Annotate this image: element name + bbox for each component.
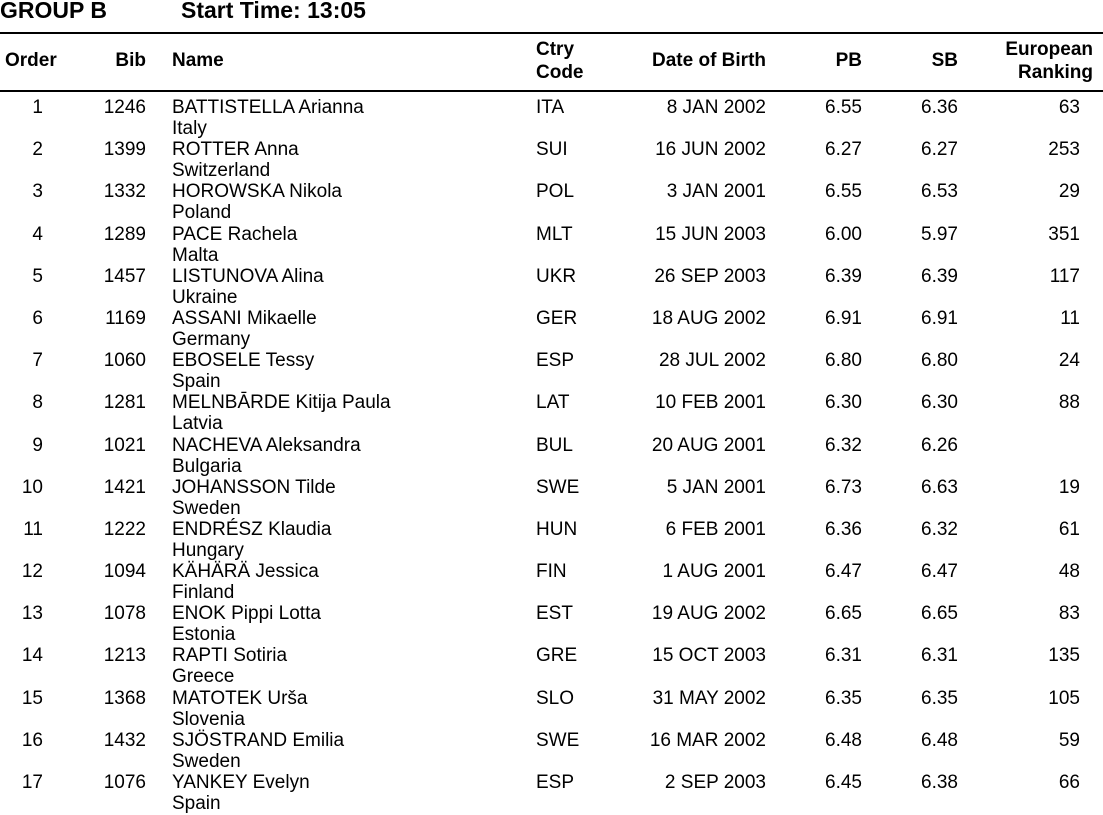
country-code-cell: ESP	[536, 350, 575, 372]
date-of-birth-cell: 6 FEB 2001	[665, 518, 766, 540]
bib-cell: 1368	[103, 687, 146, 709]
european-ranking-cell: 63	[1058, 97, 1080, 118]
season-best-cell: 6.63	[921, 476, 958, 498]
date-of-birth-cell: 10 FEB 2001	[655, 392, 766, 414]
column-header-bib: Bib	[115, 50, 146, 71]
table-row	[0, 772, 1103, 814]
season-best-cell: 6.30	[921, 392, 958, 414]
bib-cell: 1060	[103, 350, 146, 372]
order-cell: 5	[32, 265, 43, 287]
order-cell: 15	[21, 687, 43, 709]
table-row	[0, 730, 1103, 772]
personal-best-cell: 6.00	[825, 223, 862, 245]
european-ranking-cell: 253	[1048, 139, 1080, 161]
personal-best-cell: 6.35	[825, 687, 862, 709]
table-row	[0, 435, 1103, 477]
country-code-cell: SWE	[536, 476, 580, 498]
european-ranking-cell: 117	[1049, 265, 1080, 287]
table-row	[0, 224, 1103, 266]
athlete-name: ENOK Pippi Lotta	[172, 603, 321, 625]
date-of-birth-cell: 16 JUN 2002	[655, 139, 766, 161]
country-code-cell: SLO	[536, 687, 575, 709]
column-header-european-ranking	[1005, 38, 1093, 84]
order-cell: 14	[21, 645, 43, 667]
athlete-name: MELNBĀRDE Kitija Paula	[172, 392, 391, 414]
date-of-birth-cell: 20 AUG 2001	[651, 434, 766, 456]
column-header-dob: Date of Birth	[652, 50, 766, 71]
athlete-name: RAPTI Sotiria	[172, 645, 288, 667]
bib-cell: 1169	[105, 307, 146, 329]
athlete-country: Slovenia	[172, 708, 245, 730]
season-best-cell: 6.27	[921, 139, 958, 161]
european-ranking-cell: 351	[1048, 223, 1080, 245]
country-code-cell: EST	[536, 603, 573, 625]
athlete-country: Switzerland	[172, 160, 271, 182]
bib-cell: 1457	[103, 265, 146, 287]
athlete-country: Latvia	[172, 413, 223, 435]
bib-cell: 1399	[103, 139, 146, 161]
table-row	[0, 519, 1103, 561]
european-ranking-cell: 24	[1058, 350, 1080, 372]
country-code-cell: GRE	[536, 645, 578, 667]
column-header-order: Order	[5, 50, 57, 71]
date-of-birth-cell: 15 JUN 2003	[655, 223, 766, 245]
column-header-name: Name	[172, 50, 224, 71]
personal-best-cell: 6.55	[825, 97, 862, 118]
date-of-birth-cell: 5 JAN 2001	[666, 476, 766, 498]
order-cell: 8	[32, 392, 43, 414]
country-code-cell: ESP	[536, 772, 575, 793]
season-best-cell: 5.97	[921, 223, 958, 245]
athlete-country: Estonia	[172, 624, 236, 646]
bib-cell: 1222	[103, 518, 146, 540]
order-cell: 11	[23, 518, 43, 540]
athlete-country: Sweden	[172, 750, 241, 772]
country-code-cell: FIN	[536, 561, 567, 583]
start-list-table-body	[0, 97, 1103, 814]
country-code-cell: SUI	[536, 139, 568, 161]
european-ranking-cell: 61	[1058, 518, 1080, 540]
table-row	[0, 645, 1103, 687]
european-ranking-cell: 135	[1048, 645, 1080, 667]
season-best-cell: 6.91	[921, 307, 958, 329]
order-cell: 10	[21, 476, 43, 498]
table-row	[0, 139, 1103, 181]
country-code-cell: POL	[536, 181, 575, 203]
order-cell: 9	[32, 434, 43, 456]
bib-cell: 1432	[103, 729, 146, 751]
athlete-country: Ukraine	[172, 286, 238, 308]
european-ranking-cell: 48	[1058, 561, 1080, 583]
personal-best-cell: 6.27	[825, 139, 862, 161]
personal-best-cell: 6.30	[825, 392, 862, 414]
athlete-country: Finland	[172, 582, 235, 604]
athlete-name: HOROWSKA Nikola	[172, 181, 342, 203]
order-cell: 12	[21, 561, 43, 583]
country-code-cell: MLT	[536, 223, 573, 245]
personal-best-cell: 6.45	[825, 772, 862, 793]
athlete-name: KÄHÄRÄ Jessica	[172, 561, 319, 583]
date-of-birth-cell: 15 OCT 2003	[652, 645, 766, 667]
european-ranking-cell: 66	[1058, 772, 1080, 793]
european-ranking-cell: 11	[1060, 307, 1080, 329]
season-best-cell: 6.80	[921, 350, 958, 372]
date-of-birth-cell: 1 AUG 2001	[662, 561, 766, 583]
table-row	[0, 688, 1103, 730]
date-of-birth-cell: 8 JAN 2002	[666, 97, 766, 118]
athlete-name: JOHANSSON Tilde	[172, 476, 336, 498]
order-cell: 7	[32, 350, 43, 372]
athlete-name: EBOSELE Tessy	[172, 350, 315, 372]
table-row	[0, 308, 1103, 350]
european-ranking-cell: 88	[1058, 392, 1080, 414]
date-of-birth-cell: 31 MAY 2002	[652, 687, 766, 709]
bib-cell: 1213	[103, 645, 146, 667]
athlete-country: Sweden	[172, 497, 241, 519]
athlete-name: ROTTER Anna	[172, 139, 299, 161]
season-best-cell: 6.36	[921, 97, 958, 118]
personal-best-cell: 6.39	[825, 265, 862, 287]
athlete-country: Germany	[172, 328, 251, 350]
season-best-cell: 6.47	[921, 561, 958, 583]
country-code-cell: HUN	[536, 518, 578, 540]
country-code-cell: SWE	[536, 729, 580, 751]
order-cell: 2	[32, 139, 43, 161]
personal-best-cell: 6.80	[825, 350, 862, 372]
bib-cell: 1076	[103, 772, 146, 793]
athlete-name: PACE Rachela	[172, 223, 298, 245]
athlete-country: Italy	[172, 118, 207, 139]
athlete-country: Hungary	[172, 539, 244, 561]
personal-best-cell: 6.91	[825, 307, 862, 329]
athlete-country: Spain	[172, 793, 221, 814]
country-code-cell: LAT	[536, 392, 570, 414]
season-best-cell: 6.53	[921, 181, 958, 203]
order-cell: 16	[21, 729, 43, 751]
athlete-name: ASSANI Mikaelle	[172, 307, 317, 329]
athlete-name: YANKEY Evelyn	[172, 772, 310, 793]
athlete-country: Poland	[172, 202, 232, 224]
table-row	[0, 181, 1103, 223]
date-of-birth-cell: 28 JUL 2002	[658, 350, 766, 372]
athlete-name: SJÖSTRAND Emilia	[172, 729, 345, 751]
column-header-rank-line2: Ranking	[1018, 62, 1093, 83]
country-code-cell: UKR	[536, 265, 577, 287]
table-row	[0, 266, 1103, 308]
athlete-name: LISTUNOVA Alina	[172, 265, 324, 287]
athlete-country: Bulgaria	[172, 455, 242, 477]
date-of-birth-cell: 26 SEP 2003	[654, 265, 766, 287]
country-code-cell: BUL	[536, 434, 573, 456]
date-of-birth-cell: 2 SEP 2003	[664, 772, 766, 793]
date-of-birth-cell: 3 JAN 2001	[666, 181, 766, 203]
athlete-name: MATOTEK Urša	[172, 687, 308, 709]
order-cell: 1	[32, 97, 43, 118]
country-code-cell: GER	[536, 307, 578, 329]
athlete-name: NACHEVA Aleksandra	[172, 434, 361, 456]
order-cell: 6	[32, 307, 43, 329]
bib-cell: 1078	[103, 603, 146, 625]
season-best-cell: 6.39	[921, 265, 958, 287]
season-best-cell: 6.32	[921, 518, 958, 540]
athlete-country: Spain	[172, 371, 221, 393]
table-row	[0, 561, 1103, 603]
season-best-cell: 6.48	[921, 729, 958, 751]
header-bottom-rule	[0, 90, 1103, 92]
bib-cell: 1289	[103, 223, 146, 245]
table-row	[0, 97, 1103, 139]
season-best-cell: 6.65	[921, 603, 958, 625]
column-header-sb: SB	[931, 50, 958, 71]
season-best-cell: 6.31	[921, 645, 958, 667]
athlete-country: Malta	[172, 244, 219, 266]
european-ranking-cell: 83	[1058, 603, 1080, 625]
date-of-birth-cell: 19 AUG 2002	[651, 603, 766, 625]
date-of-birth-cell: 16 MAR 2002	[649, 729, 766, 751]
european-ranking-cell: 19	[1058, 476, 1080, 498]
column-header-rank-line1: European	[1005, 39, 1093, 60]
group-title: GROUP B	[0, 0, 107, 23]
personal-best-cell: 6.36	[825, 518, 862, 540]
order-cell: 3	[32, 181, 43, 203]
personal-best-cell: 6.47	[825, 561, 862, 583]
season-best-cell: 6.38	[921, 772, 958, 793]
athlete-country: Greece	[172, 666, 235, 688]
column-header-ctry-line2: Code	[536, 62, 584, 83]
table-row	[0, 392, 1103, 434]
table-header	[0, 34, 1103, 90]
athlete-name: ENDRÉSZ Klaudia	[172, 518, 332, 540]
table-row	[0, 350, 1103, 392]
european-ranking-cell: 29	[1058, 181, 1080, 203]
season-best-cell: 6.26	[921, 434, 958, 456]
bib-cell: 1094	[103, 561, 146, 583]
personal-best-cell: 6.31	[825, 645, 862, 667]
bib-cell: 1281	[103, 392, 146, 414]
personal-best-cell: 6.32	[825, 434, 862, 456]
country-code-cell: ITA	[536, 97, 565, 118]
order-cell: 13	[21, 603, 43, 625]
column-header-ctry-code	[536, 38, 584, 84]
bib-cell: 1021	[103, 434, 146, 456]
order-cell: 17	[21, 772, 43, 793]
column-header-pb: PB	[835, 50, 862, 71]
order-cell: 4	[32, 223, 43, 245]
bib-cell: 1421	[103, 476, 146, 498]
bib-cell: 1332	[103, 181, 146, 203]
athlete-name: BATTISTELLA Arianna	[172, 97, 364, 118]
personal-best-cell: 6.73	[825, 476, 862, 498]
european-ranking-cell: 105	[1048, 687, 1080, 709]
table-row	[0, 603, 1103, 645]
personal-best-cell: 6.48	[825, 729, 862, 751]
column-header-ctry-line1: Ctry	[536, 39, 575, 60]
start-time: Start Time: 13:05	[181, 0, 366, 23]
season-best-cell: 6.35	[921, 687, 958, 709]
bib-cell: 1246	[103, 97, 146, 118]
date-of-birth-cell: 18 AUG 2002	[651, 307, 766, 329]
personal-best-cell: 6.65	[825, 603, 862, 625]
table-row	[0, 477, 1103, 519]
european-ranking-cell: 59	[1058, 729, 1080, 751]
personal-best-cell: 6.55	[825, 181, 862, 203]
